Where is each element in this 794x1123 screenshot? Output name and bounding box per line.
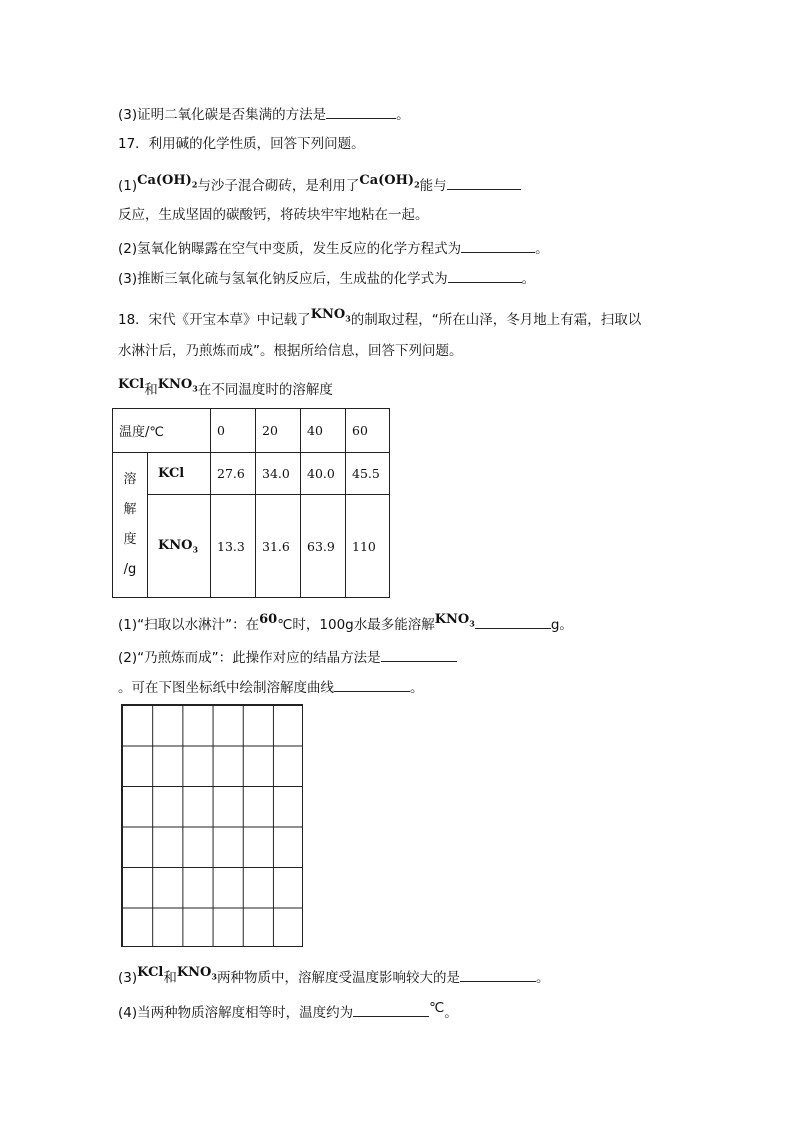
answer-blank[interactable]: [461, 238, 535, 253]
q18-title-text: 18．宋代《开宝本草》中记载了: [118, 312, 311, 328]
unit-g: g。: [550, 617, 573, 633]
q16-part3: [118, 104, 410, 125]
part-number: (1): [118, 178, 138, 194]
q16-part3-text: (3)证明二氧化碳是否集满的方法是: [118, 107, 327, 123]
q18-part1-mid2: 100g水最多能溶解: [319, 617, 435, 633]
value-cell: 40.0: [301, 453, 346, 495]
punct: 。: [521, 271, 536, 287]
formula-caoh2: [359, 173, 419, 188]
q17-part2-text: (2)氢氧化钠曝露在空气中变质，发生反应的化学方程式为: [118, 241, 462, 257]
formula-main: KNO: [310, 307, 346, 322]
formula-main: Ca(OH): [137, 173, 192, 188]
answer-blank[interactable]: [447, 175, 521, 190]
formula-sub: 3: [211, 971, 217, 982]
part-number: (3): [118, 970, 138, 986]
formula-main: Ca(OH): [359, 173, 415, 188]
temp-cell: 20: [256, 409, 301, 453]
formula-main: KNO: [434, 612, 470, 627]
answer-blank[interactable]: [381, 647, 457, 662]
formula-kno3: [177, 965, 217, 980]
graph-paper-grid[interactable]: [121, 704, 303, 947]
formula-main: KNO: [158, 537, 193, 553]
table-caption: [118, 377, 333, 405]
q18-part2-line2: [118, 677, 424, 698]
q18-part3: [118, 967, 549, 993]
formula-sub: 2: [414, 179, 420, 190]
temp-value: 60: [259, 612, 278, 627]
answer-blank[interactable]: [475, 614, 551, 629]
q17-title: 17．利用碱的化学性质，回答下列问题。: [118, 136, 365, 152]
value-cell: 34.0: [256, 453, 301, 495]
label-char: 解: [123, 502, 137, 517]
value-cell: 27.6: [211, 453, 256, 495]
q18-part1-mid: ℃时，: [277, 617, 320, 633]
temp-cell: 0: [211, 409, 256, 453]
q18-part2: [118, 647, 457, 668]
q18-part4-text: (4)当两种物质溶解度相等时，温度约为: [118, 1005, 354, 1021]
table-header-row: [113, 409, 390, 453]
q18-part2-text: (2)“乃煎炼而成”：此操作对应的结晶方法是: [118, 650, 381, 666]
formula-main: KNO: [176, 965, 212, 980]
q17-part3: [118, 268, 535, 289]
answer-blank[interactable]: [326, 104, 396, 119]
punct: 。: [535, 241, 549, 257]
formula-sub: 3: [469, 618, 475, 629]
q18-part4: [118, 1002, 458, 1023]
answer-blank[interactable]: [460, 967, 536, 982]
q18-title: [118, 307, 642, 335]
q18-part1: [118, 614, 573, 640]
formula-sub: 3: [192, 383, 198, 394]
formula-main: KNO: [157, 377, 193, 392]
caption-and: 和: [144, 382, 158, 398]
q18-part1-text: (1)“扫取以水淋汁”：在: [118, 617, 260, 633]
formula-caoh2: [137, 173, 197, 188]
formula-sub: 3: [345, 313, 351, 324]
label-char: 溶: [123, 472, 137, 487]
q18-part3-text: 两种物质中，溶解度受温度影响较大的是: [216, 970, 460, 986]
q18-title-line2: 水淋汁后，乃煎炼而成”。根据所给信息，回答下列问题。: [118, 343, 463, 359]
value-cell: 63.9: [301, 495, 346, 598]
formula-kcl: KCl: [137, 965, 164, 980]
value-cell: 31.6: [256, 495, 301, 598]
and-text: 和: [163, 970, 177, 986]
temp-cell: 60: [346, 409, 390, 453]
punct: 。: [535, 970, 550, 986]
q17-part1-text2: 能与: [419, 178, 447, 194]
label-char: /g: [123, 562, 137, 577]
table-row-kcl: [113, 453, 390, 495]
answer-blank[interactable]: [353, 1002, 429, 1017]
caption-text: 在不同温度时的溶解度: [197, 382, 333, 398]
q18-title-text2: 的制取过程，“所在山泽，冬月地上有霜，扫取以: [350, 312, 642, 328]
q17-part1-line2: 反应，生成坚固的碳酸钙，将砖块牢牢地粘在一起。: [118, 207, 429, 223]
solubility-table: [112, 408, 390, 598]
substance-cell: [148, 495, 211, 598]
formula-kcl: KCl: [118, 377, 145, 392]
solubility-label-cell: [113, 453, 148, 598]
punct: 。: [410, 680, 424, 696]
value-cell: 110: [346, 495, 390, 598]
answer-blank[interactable]: [334, 677, 410, 692]
table-row-kno3: [113, 495, 390, 598]
q17-part3-text: (3)推断三氧化硫与氢氧化钠反应后，生成盐的化学式为: [118, 271, 448, 287]
value-cell: 45.5: [346, 453, 390, 495]
q18-part2-text2: 。可在下图坐标纸中绘制溶解度曲线: [118, 680, 334, 696]
temp-label-cell: 温度/℃: [113, 409, 211, 453]
substance-cell: KCl: [148, 453, 211, 495]
formula-kno3: [435, 612, 475, 627]
formula-sub: 3: [192, 544, 199, 555]
q17-part2: [118, 238, 549, 259]
answer-blank[interactable]: [448, 268, 522, 283]
formula-kno3: [311, 307, 351, 322]
formula-sub: 2: [191, 179, 198, 190]
label-char: 度: [123, 532, 137, 547]
q17-part1: [118, 175, 521, 201]
punct: 。: [444, 1005, 458, 1021]
formula-kno3: [158, 377, 198, 392]
q17-part1-text: 与沙子混合砌砖，是利用了: [197, 178, 360, 194]
punct: 。: [396, 107, 410, 123]
temp-cell: 40: [301, 409, 346, 453]
unit-celsius: ℃: [429, 1000, 445, 1016]
value-cell: 13.3: [211, 495, 256, 598]
